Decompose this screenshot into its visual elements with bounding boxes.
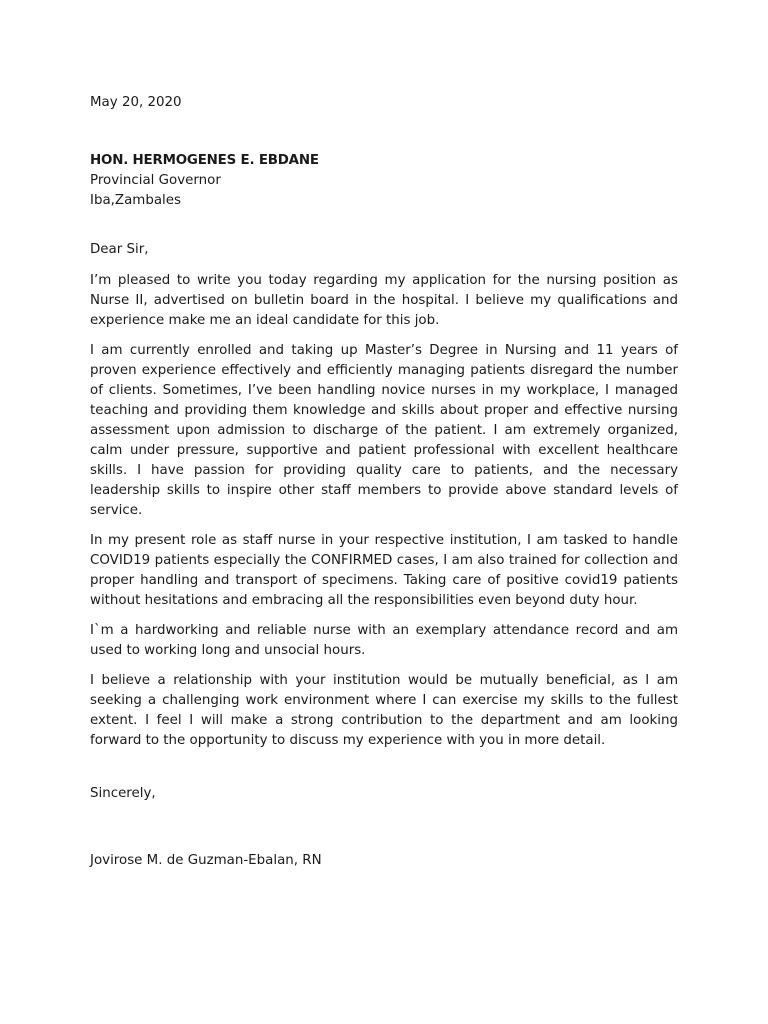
salutation: Dear Sir, (90, 242, 149, 257)
recipient-location: Iba,Zambales (90, 193, 181, 208)
body-paragraph-1: I’m pleased to write you today regarding my application for the nursing position as Nurse II, advertised on bulletin board in the hospital. I believe my qualifications and experience make me an ideal candidate for this job. (90, 273, 678, 328)
recipient-name: HON. HERMOGENES E. EBDANE (90, 153, 319, 168)
signature-name: Jovirose M. de Guzman-Ebalan, RN (90, 853, 322, 868)
recipient-block (90, 151, 678, 211)
body-paragraph-4: I`m a hardworking and reliable nurse with an exemplary attendance record and am used to working long and unsocial hours. (90, 623, 678, 658)
cover-letter (90, 93, 678, 871)
body-paragraph-5: I believe a relationship with your institution would be mutually beneficial, as I am seeking a challenging work environment where I can exercise my skills to the fullest extent. I feel I will make a strong contribution to the department and am looking forward to the opportunity to discuss my experience with you in more detail. (90, 673, 678, 748)
body-paragraph-2: I am currently enrolled and taking up Master’s Degree in Nursing and 11 years of proven experience effectively and efficiently managing patients disregard the number of clients. Sometimes, I’ve been handling novice nurses in my workplace, I managed teaching and providing them knowledge and skills about proper and effective nursing assessment upon admission to discharge of the patient. I am extremely organized, calm under pressure, supportive and patient professional with excellent healthcare skills. I have passion for providing quality care to patients, and the necessary leadership skills to inspire other staff members to provide above standard levels of service. (90, 343, 678, 518)
closing: Sincerely, (90, 786, 156, 801)
recipient-title: Provincial Governor (90, 173, 221, 188)
letter-date: May 20, 2020 (90, 95, 182, 110)
body-paragraph-3: In my present role as staff nurse in your respective institution, I am tasked to handle COVID19 patients especially the CONFIRMED cases, I am also trained for collection and proper handling and transport of specimens. Taking care of positive covid19 patients without hesitations and embracing all the responsibilities even beyond duty hour. (90, 533, 678, 608)
